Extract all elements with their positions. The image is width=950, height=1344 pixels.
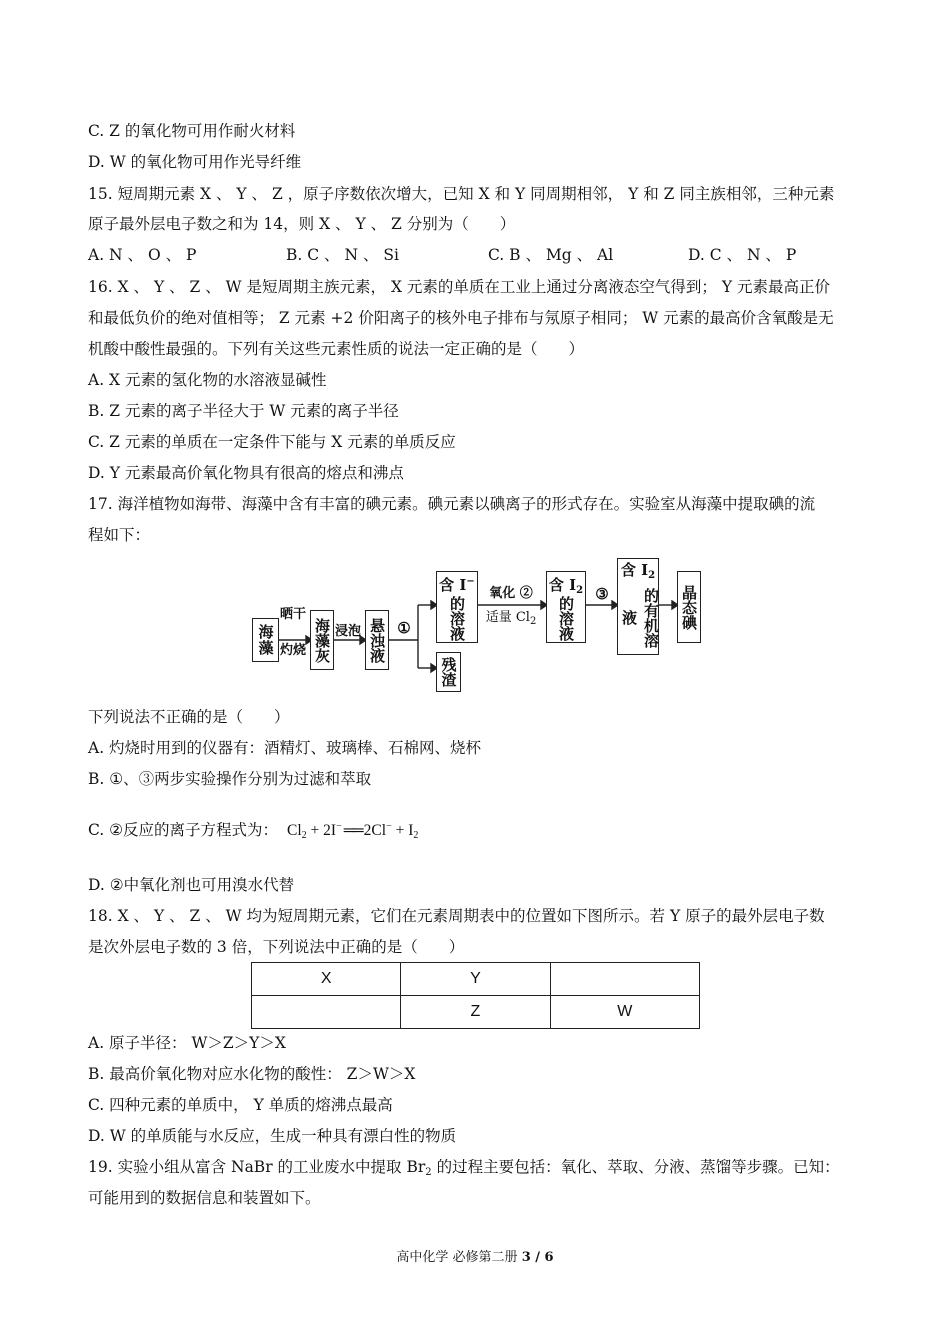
q15-option-c: C. B 、 Mg 、 Al [488, 246, 614, 264]
label-dry: 晒干 [280, 607, 307, 622]
q17-question: 下列说法不正确的是（ ） [88, 708, 290, 726]
q18-option-b: B. 最高价氧化物对应水化物的酸性： Z＞W＞X [88, 1065, 416, 1083]
label-step-1: ① [397, 619, 411, 637]
q17-stem-2: 程如下： [88, 526, 151, 544]
q17-stem-1: 17. 海洋植物如海带、海藻中含有丰富的碘元素。碘元素以碘离子的形式存在。实验室从海藻中提取碘的流 [88, 495, 816, 513]
q18-stem-1: 18. X 、 Y 、 Z 、 W 均为短周期元素，它们在元素周期表中的位置如下图所示。若 Y 原子的最外层电子数 [88, 907, 825, 925]
q15-option-a: A. N 、 O 、 P [88, 246, 197, 264]
box-seaweed-ash: 海藻灰 [310, 610, 334, 670]
page-number: 3 / 6 [521, 1250, 554, 1265]
box-seaweed: 海藻 [252, 618, 279, 662]
label-burn: 灼烧 [280, 643, 307, 658]
periodic-table-fragment [251, 962, 700, 1029]
ionic-equation: $Cl_2 + 2I^-$ ══ $2Cl^- + I_2$ [287, 821, 419, 841]
table-cell: Z [401, 996, 550, 1029]
q16-stem-1: 16. X 、 Y 、 Z 、 W 是短周期主族元素， X 元素的单质在工业上通过分离液态空气得到； Y 元素最高正价 [88, 278, 831, 296]
box-organic-solution: 含 $I_2$ 的有机溶液 [617, 558, 659, 655]
q18-option-c: C. 四种元素的单质中， Y 单质的熔沸点最高 [88, 1096, 393, 1114]
q17-option-d: D. ②中氧化剂也可用溴水代替 [88, 876, 295, 894]
q16-stem-3: 机酸中酸性最强的。下列有关这些元素性质的说法一定正确的是（ ） [88, 340, 585, 358]
table-cell: Y [401, 963, 550, 996]
table-cell: W [550, 996, 699, 1029]
q15-option-b: B. C 、 N 、 Si [286, 246, 399, 264]
label-soak: 浸泡 [334, 624, 361, 639]
q18-option-d: D. W 的单质能与水反应，生成一种具有漂白性的物质 [88, 1127, 457, 1145]
q18-stem-2: 是次外层电子数的 3 倍，下列说法中正确的是（ ） [88, 938, 465, 956]
box-residue: 残渣 [436, 652, 461, 692]
option-d-q14: D. W 的氧化物可用作光导纤维 [88, 153, 302, 171]
q17-option-b: B. ①、③两步实验操作分别为过滤和萃取 [88, 770, 372, 788]
label-step-3: ③ [595, 585, 609, 603]
q16-option-c: C. Z 元素的单质在一定条件下能与 X 元素的单质反应 [88, 433, 456, 451]
q16-option-d: D. Y 元素最高价氧化物具有很高的熔点和沸点 [88, 464, 404, 482]
q19-stem-1: 19. 实验小组从富含 NaBr 的工业废水中提取 $Br_2$ 的过程主要包括：氧化、萃取、分液、蒸馏等步骤。已知： [88, 1158, 840, 1178]
box-i2-solution: 含 $I_2$ 的溶液 [546, 571, 586, 643]
q16-stem-2: 和最低负价的绝对值相等； Z 元素 +2 价阳离子的核外电子排布与氖原子相同； W 元素的最高价含氧酸是无 [88, 309, 834, 327]
q16-option-b: B. Z 元素的离子半径大于 W 元素的离子半径 [88, 402, 399, 420]
q19-stem-2: 可能用到的数据信息和装置如下。 [88, 1189, 321, 1207]
q15-stem-2: 原子最外层电子数之和为 14，则 X 、 Y 、 Z 分别为（ ） [88, 215, 516, 233]
q18-option-a: A. 原子半径： W＞Z＞Y＞X [88, 1034, 286, 1052]
q15-stem-1: 15. 短周期元素 X 、 Y 、 Z ，原子序数依次增大，已知 X 和 Y 同周期相邻， Y 和 Z 同主族相邻，三种元素 [88, 185, 835, 203]
table-cell [252, 996, 401, 1029]
q16-option-a: A. X 元素的氢化物的水溶液显碱性 [88, 371, 327, 389]
page-footer: 高中化学 必修第二册 3 / 6 [396, 1250, 554, 1265]
q17-option-c: C. ②反应的离子方程式为： $Cl_2 + 2I^-$ ══ $2Cl^- + I_2$ [88, 821, 419, 841]
table-cell: X [252, 963, 401, 996]
table-row [252, 963, 700, 996]
q15-option-d: D. C 、 N 、 P [688, 246, 797, 264]
label-chlorine: 适量 $Cl_2$ [485, 610, 537, 627]
box-crystal-iodine: 晶态碘 [677, 571, 701, 643]
table-cell [550, 963, 699, 996]
table-row [252, 996, 700, 1029]
box-suspension: 悬浊液 [365, 610, 389, 670]
option-c-q14: C. Z 的氧化物可用作耐火材料 [88, 122, 296, 140]
label-oxidize: 氧化 ② [489, 586, 533, 601]
box-iodide-solution: 含 I− 的溶液 [436, 571, 478, 643]
q17-option-a: A. 灼烧时用到的仪器有：酒精灯、玻璃棒、石棉网、烧杯 [88, 739, 482, 757]
